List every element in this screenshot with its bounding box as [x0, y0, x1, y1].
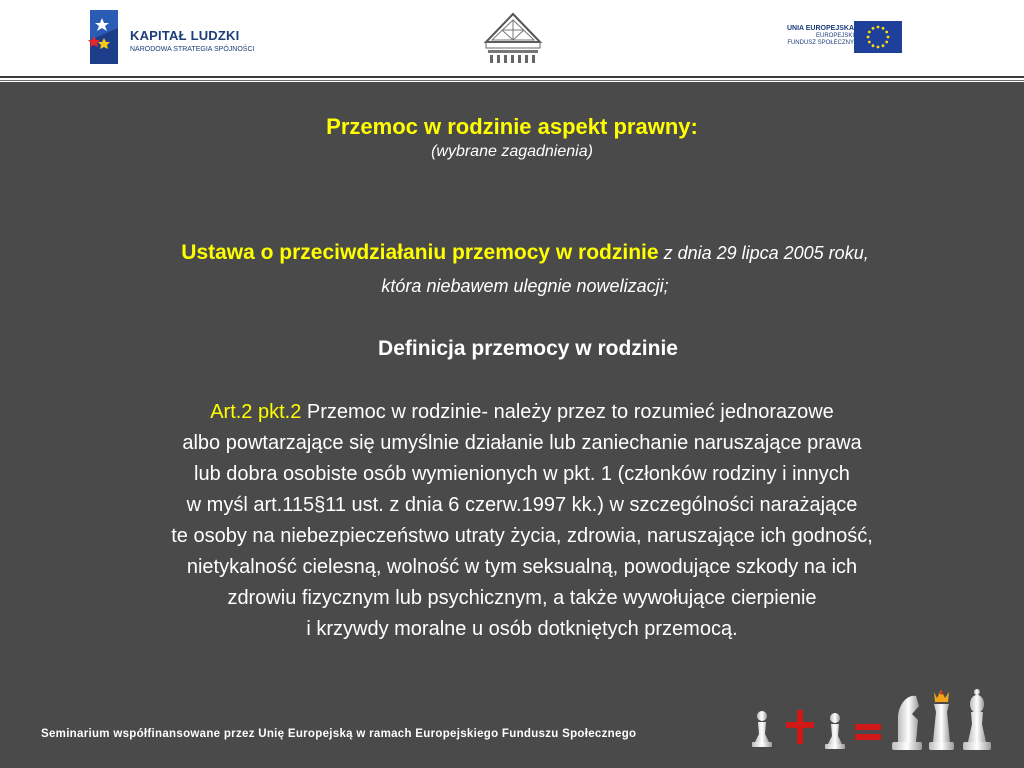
- law-note: która niebawem ulegnie nowelizacji;: [381, 276, 669, 296]
- kapital-ludzki-subtitle: NARODOWA STRATEGIA SPÓJNOŚCI: [130, 46, 255, 53]
- pawn-icon: [752, 711, 772, 747]
- law-heading: [0, 241, 1024, 265]
- article-line: nietykalność cielesną, wolność w tym seksualną, powodujące szkody na ich: [186, 556, 858, 578]
- article-reference: Art.2 pkt.2: [210, 401, 302, 423]
- plus-icon: [786, 710, 814, 744]
- eu-flag-icon: [854, 21, 902, 53]
- article-text: [40, 397, 1004, 645]
- article-line: i krzywdy moralne u osób dotkniętych przemocą.: [306, 618, 738, 640]
- slide-subtitle: (wybrane zagadnienia): [431, 143, 593, 160]
- header-divider: [0, 76, 1024, 78]
- article-line-text: Przemoc w rodzinie- należy przez to rozumieć jednorazowe: [301, 401, 834, 423]
- bishop-icon: [963, 689, 991, 750]
- law-date: z dnia 29 lipca 2005 roku,: [658, 243, 869, 263]
- footer-text: Seminarium współfinansowane przez Unię Europejską w ramach Europejskiego Funduszu Społecznego: [41, 728, 637, 740]
- kapital-ludzki-logo: [88, 10, 258, 66]
- header-bar: [0, 0, 1024, 76]
- article-line: w myśl art.115§11 ust. z dnia 6 czerw.1997 kk.) w szczególności narażające: [186, 494, 858, 516]
- eu-logo-line1: UNIA EUROPEJSKA: [786, 25, 854, 32]
- article-line: zdrowiu fizycznym lub psychicznym, a także wywołujące cierpienie: [227, 587, 817, 609]
- definition-heading: Definicja przemocy w rodzinie: [378, 337, 678, 360]
- law-name: Ustawa o przeciwdziałaniu przemocy w rodzinie: [181, 241, 659, 264]
- kapital-ludzki-flag-icon: [88, 10, 120, 64]
- header-divider-thin: [0, 80, 1024, 81]
- equals-icon: [855, 724, 881, 740]
- eu-logo: [760, 18, 910, 58]
- knight-icon: [892, 696, 922, 750]
- slide-title: Przemoc w rodzinie aspekt prawny:: [326, 114, 698, 139]
- article-line: te osoby na niebezpieczeństwo utraty życia, zdrowia, naruszające ich godność,: [171, 525, 873, 547]
- powiat-logo-icon: [482, 12, 544, 64]
- chess-pieces-illustration: [748, 684, 998, 766]
- article-line: albo powtarzające się umyślnie działanie lub zaniechanie naruszające prawa: [182, 432, 862, 454]
- eu-logo-text: [787, 24, 854, 47]
- article-line: [40, 397, 1004, 428]
- eu-logo-line3: FUNDUSZ SPOŁECZNY: [787, 40, 854, 46]
- king-icon: [929, 690, 954, 750]
- eu-logo-line2: EUROPEJSKI: [815, 33, 854, 39]
- pawn-icon: [825, 713, 845, 749]
- article-line: lub dobra osobiste osób wymienionych w pkt. 1 (członków rodziny i innych: [194, 463, 850, 485]
- kapital-ludzki-title: KAPITAŁ LUDZKI: [130, 28, 240, 43]
